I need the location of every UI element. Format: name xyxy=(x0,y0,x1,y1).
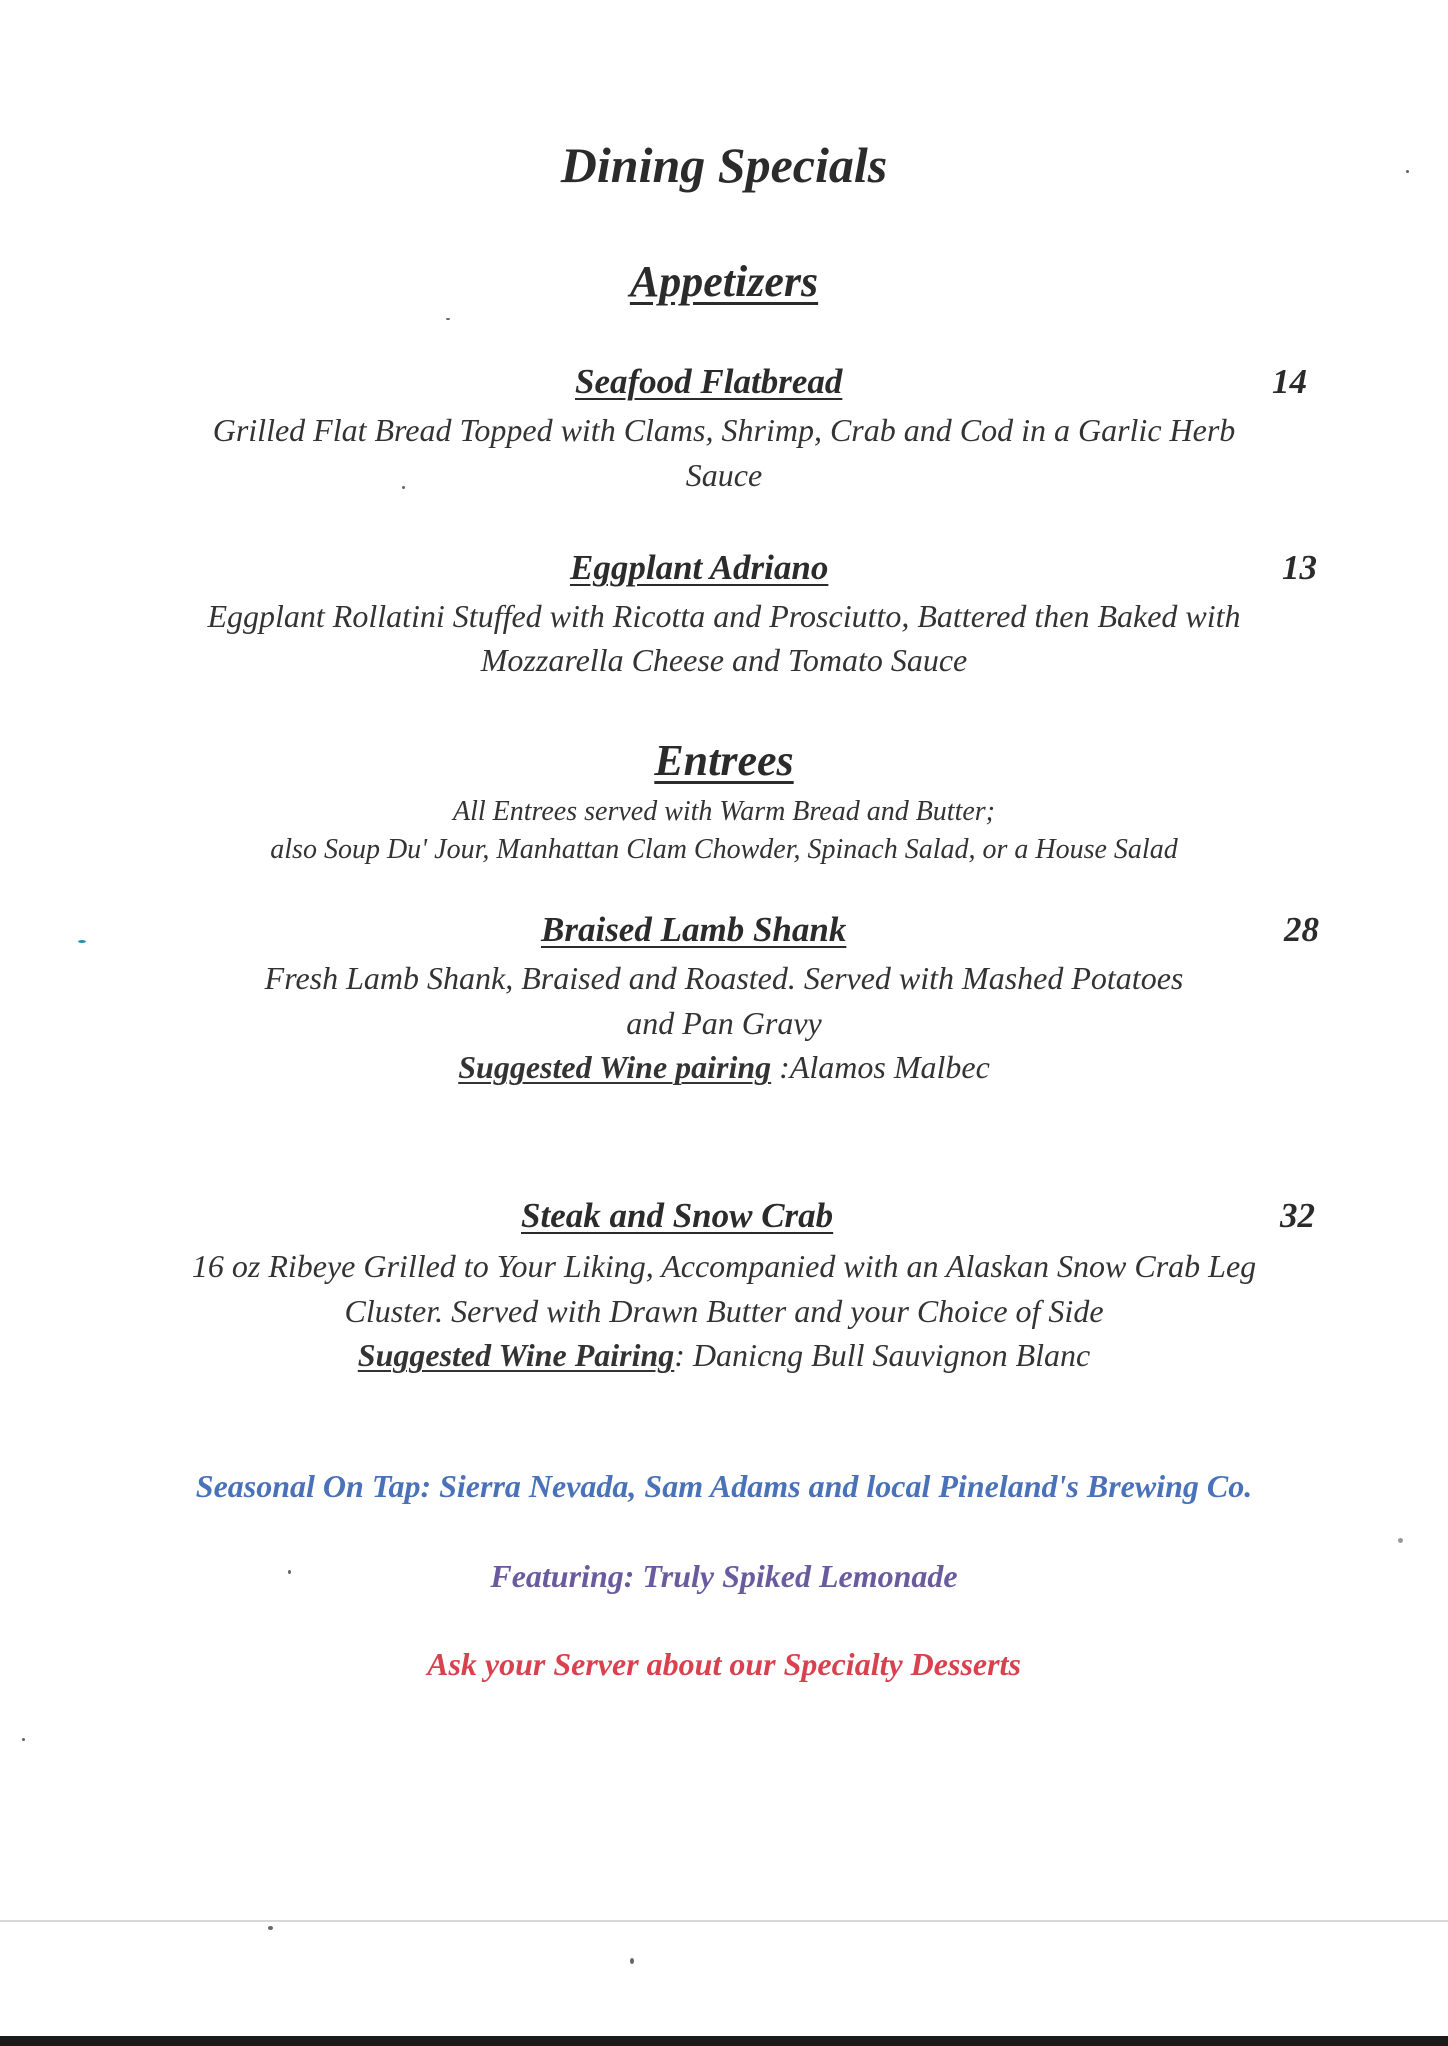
desserts-note: Ask your Server about our Specialty Desserts xyxy=(427,1646,1021,1682)
item-desc-braised-lamb-shank-2: and Pan Gravy xyxy=(626,1005,822,1041)
scan-speck xyxy=(446,318,450,320)
wine-pairing-steak-and-snow-crab xyxy=(0,1337,1448,1374)
scan-speck xyxy=(268,1926,273,1930)
item-desc-eggplant-adriano-1: Eggplant Rollatini Stuffed with Ricotta and Prosciutto, Battered then Baked with xyxy=(207,598,1241,634)
wine-pairing-label: Suggested Wine Pairing xyxy=(357,1337,675,1373)
scan-divider-line xyxy=(0,1920,1448,1922)
item-name-eggplant-adriano: Eggplant Adriano xyxy=(570,548,829,587)
seasonal-on-tap: Seasonal On Tap: Sierra Nevada, Sam Adams and local Pineland's Brewing Co. xyxy=(195,1468,1253,1504)
wine-pairing-braised-lamb-shank xyxy=(0,1049,1448,1086)
scan-speck xyxy=(78,940,86,943)
item-name-seafood-flatbread: Seafood Flatbread xyxy=(575,362,843,401)
item-desc-eggplant-adriano-2: Mozzarella Cheese and Tomato Sauce xyxy=(480,642,968,678)
scan-speck xyxy=(1398,1538,1403,1543)
item-name-braised-lamb-shank: Braised Lamb Shank xyxy=(541,910,847,949)
entrees-note-1: All Entrees served with Warm Bread and Butter; xyxy=(452,796,996,827)
item-price-seafood-flatbread: 14 xyxy=(1272,362,1307,401)
item-desc-steak-and-snow-crab-2: Cluster. Served with Drawn Butter and your Choice of Side xyxy=(344,1293,1104,1329)
scan-speck xyxy=(22,1738,25,1741)
entrees-heading: Entrees xyxy=(654,736,794,785)
scan-speck xyxy=(1406,170,1409,173)
item-price-braised-lamb-shank: 28 xyxy=(1284,910,1319,949)
item-desc-steak-and-snow-crab-1: 16 oz Ribeye Grilled to Your Liking, Accompanied with an Alaskan Snow Crab Leg xyxy=(191,1248,1257,1284)
wine-pairing-label: Suggested Wine pairing xyxy=(458,1049,772,1085)
wine-pairing-value: : Danicng Bull Sauvignon Blanc xyxy=(674,1337,1091,1373)
wine-pairing-value: :Alamos Malbec xyxy=(771,1049,990,1085)
scan-bottom-edge xyxy=(0,2036,1448,2046)
scan-speck xyxy=(402,486,405,489)
page-title: Dining Specials xyxy=(560,137,888,193)
scan-speck xyxy=(288,1570,291,1574)
item-name-steak-and-snow-crab: Steak and Snow Crab xyxy=(521,1196,834,1235)
featuring-note: Featuring: Truly Spiked Lemonade xyxy=(490,1558,958,1594)
item-price-steak-and-snow-crab: 32 xyxy=(1280,1196,1315,1235)
appetizers-heading: Appetizers xyxy=(629,257,819,306)
item-desc-braised-lamb-shank-1: Fresh Lamb Shank, Braised and Roasted. Served with Mashed Potatoes xyxy=(264,960,1184,996)
item-price-eggplant-adriano: 13 xyxy=(1282,548,1317,587)
item-desc-seafood-flatbread-2: Sauce xyxy=(685,457,763,493)
item-desc-seafood-flatbread-1: Grilled Flat Bread Topped with Clams, Shrimp, Crab and Cod in a Garlic Herb xyxy=(212,412,1236,448)
scan-speck xyxy=(630,1958,634,1964)
entrees-note-2: also Soup Du' Jour, Manhattan Clam Chowder, Spinach Salad, or a House Salad xyxy=(270,834,1178,865)
